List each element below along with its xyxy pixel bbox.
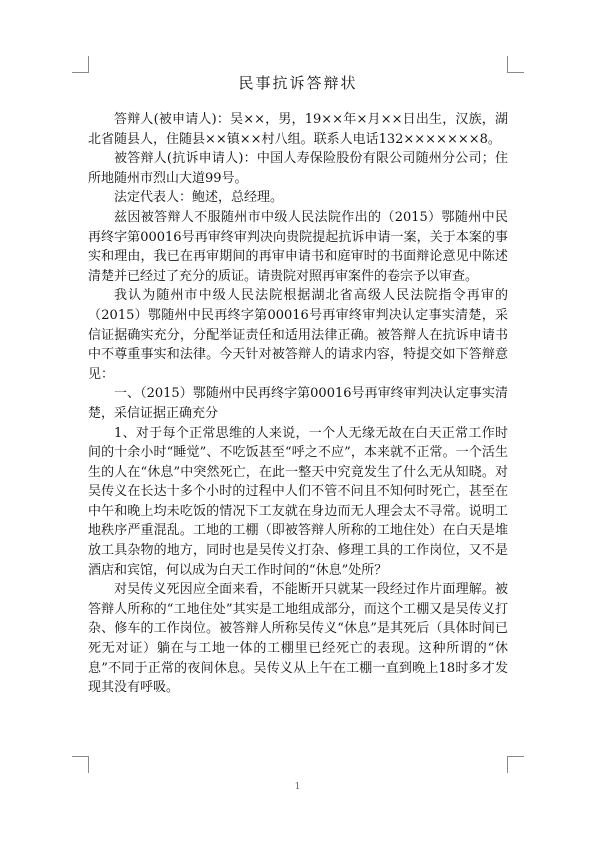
- crop-mark-bottom-left: [72, 756, 89, 773]
- paragraph-respondent: 答辩人(被申请人)：吴××，男，19××年×月××日出生，汉族，湖北省随县人，住随县××镇××村八组。联系人电话132×××××××8。: [88, 112, 508, 147]
- crop-mark-top-right: [507, 56, 524, 73]
- paragraph-applicant: 被答辩人(抗诉申请人)：中国人寿保险股份有限公司随州分公司；住所地随州市烈山大道99号。: [88, 151, 508, 186]
- crop-mark-top-left: [72, 56, 89, 73]
- crop-mark-bottom-right: [507, 756, 524, 773]
- paragraph-point-1: 1、对于每个正常思维的人来说，一个人无缘无故在白天正常工作时间的十余小时“睡觉”、不吃饭甚至“呼之不应”，本来就不正常。一个活生生的人在“休息”中突然死亡，在此一整天中究竟发生了什么无从知晓。对吴传义在长达十多个小时的过程中人们不管不问且不知何时死亡，甚至在中午和晚上均未吃饭的情况下工友就在身边而无人理会太不寻常。说明工地秩序严重混乱。工地的工棚（即被答辩人所称的工地住处）在白天是堆放工具杂物的地方，同时也是吴传义打杂、修理工具的工作岗位，又不是酒店和宾馆，何以成为白天工作时间的“休息”处所？: [88, 425, 508, 578]
- page-number: 1: [294, 782, 301, 792]
- document-body: [88, 110, 508, 698]
- document-title: 民事抗诉答辩状: [238, 74, 358, 92]
- paragraph-section-heading: 一、（2015）鄂随州中民再终字第00016号再审终审判决认定事实清楚，采信证据正确充分: [88, 386, 508, 421]
- paragraph-cause-of-death: 对吴传义死因应全面来看，不能断开只就某一段经过作片面理解。被答辩人所称的“工地住处”其实是工地组成部分，而这个工棚又是吴传义打杂、修车的工作岗位。被答辩人所称吴传义“休息”是其死后（具体时间已死无对证）躺在与工地一体的工棚里已经死亡的表现。这种所谓的“休息”不同于正常的夜间休息。吴传义从上午在工棚一直到晚上18时多才发现其没有呼吸。: [88, 582, 508, 696]
- paragraph-legal-representative: 法定代表人：鲍述，总经理。: [114, 190, 284, 206]
- paragraph-opinion: 我认为随州市中级人民法院根据湖北省高级人民法院指令再审的（2015）鄂随州中民再终字第00016号再审终审判决认定事实清楚，采信证据确实充分，分配举证责任和适用法律正确。被答辩人在抗诉申请书中不尊重事实和法律。今天针对被答辩人的请求内容，特提交如下答辩意见：: [88, 288, 508, 382]
- paragraph-background: 兹因被答辩人不服随州市中级人民法院作出的（2015）鄂随州中民再终字第00016号再审终审判决向贵院提起抗诉申请一案，关于本案的事实和理由，我已在再审期间的再审申请书和庭审时的书面辩论意见中陈述清楚并已经过了充分的质证。请贵院对照再审案件的卷宗予以审查。: [88, 209, 508, 284]
